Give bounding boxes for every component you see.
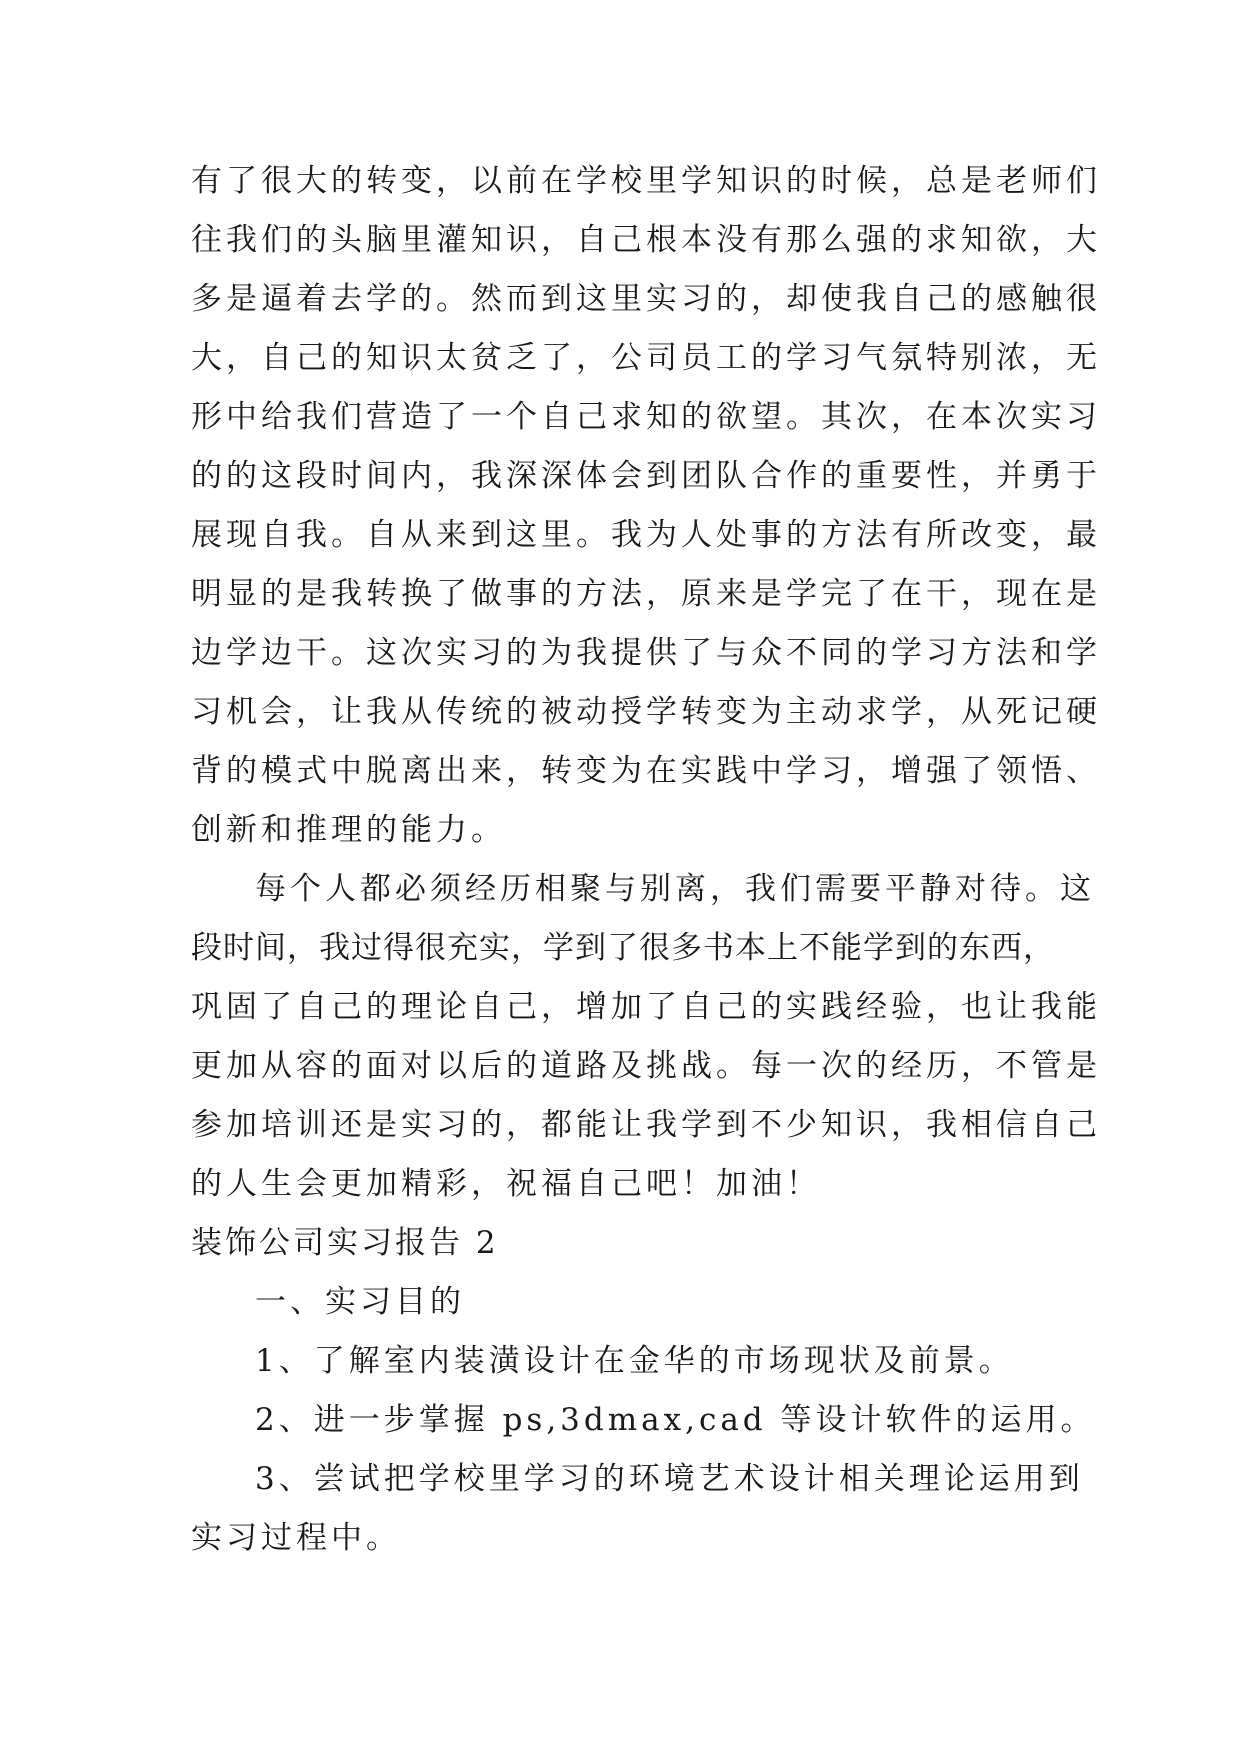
paragraph-line: 创新和推理的能力。 (191, 812, 506, 848)
paragraph-line: 多是逼着去学的。然而到这里实习的，却使我自己的感触很 (191, 281, 1101, 317)
paragraph-line: 更加从容的面对以后的道路及挑战。每一次的经历，不管是 (191, 1048, 1101, 1084)
paragraph-line: 段时间，我过得很充实，学到了很多书本上不能学到的东西， (191, 930, 1055, 966)
report-title: 装饰公司实习报告 2 (191, 1225, 499, 1261)
paragraph-line: 参加培训还是实习的，都能让我学到不少知识，我相信自己 (191, 1107, 1101, 1143)
section-heading: 一、实习目的 (255, 1284, 465, 1320)
list-item: 1、了解室内装潢设计在金华的市场现状及前景。 (255, 1343, 1014, 1379)
paragraph-line: 大，自己的知识太贫乏了，公司员工的学习气氛特别浓，无 (191, 340, 1101, 376)
paragraph-line: 巩固了自己的理论自己，增加了自己的实践经验，也让我能 (191, 989, 1101, 1025)
paragraph-line: 展现自我。自从来到这里。我为人处事的方法有所改变，最 (191, 517, 1101, 553)
paragraph-line: 往我们的头脑里灌知识，自己根本没有那么强的求知欲，大 (191, 222, 1101, 258)
list-item: 3、尝试把学校里学习的环境艺术设计相关理论运用到 (255, 1461, 1084, 1497)
list-item: 2、进一步掌握 ps,3dmax,cad 等设计软件的运用。 (255, 1402, 1096, 1438)
list-item-continuation: 实习过程中。 (191, 1520, 401, 1556)
paragraph-line: 有了很大的转变，以前在学校里学知识的时候，总是老师们 (191, 163, 1101, 199)
paragraph-line: 习机会，让我从传统的被动授学转变为主动求学，从死记硬 (191, 694, 1101, 730)
paragraph-line: 边学边干。这次实习的为我提供了与众不同的学习方法和学 (191, 635, 1101, 671)
paragraph-line: 每个人都必须经历相聚与别离，我们需要平静对待。这 (255, 871, 1095, 907)
paragraph-line: 的的这段时间内，我深深体会到团队合作的重要性，并勇于 (191, 458, 1101, 494)
document-body (191, 152, 1101, 1568)
paragraph-line: 的人生会更加精彩，祝福自己吧！加油！ (191, 1166, 821, 1202)
paragraph-line: 明显的是我转换了做事的方法，原来是学完了在干，现在是 (191, 576, 1101, 612)
paragraph-line: 形中给我们营造了一个自己求知的欲望。其次，在本次实习 (191, 399, 1101, 435)
paragraph-line: 背的模式中脱离出来，转变为在实践中学习，增强了领悟、 (191, 753, 1101, 789)
